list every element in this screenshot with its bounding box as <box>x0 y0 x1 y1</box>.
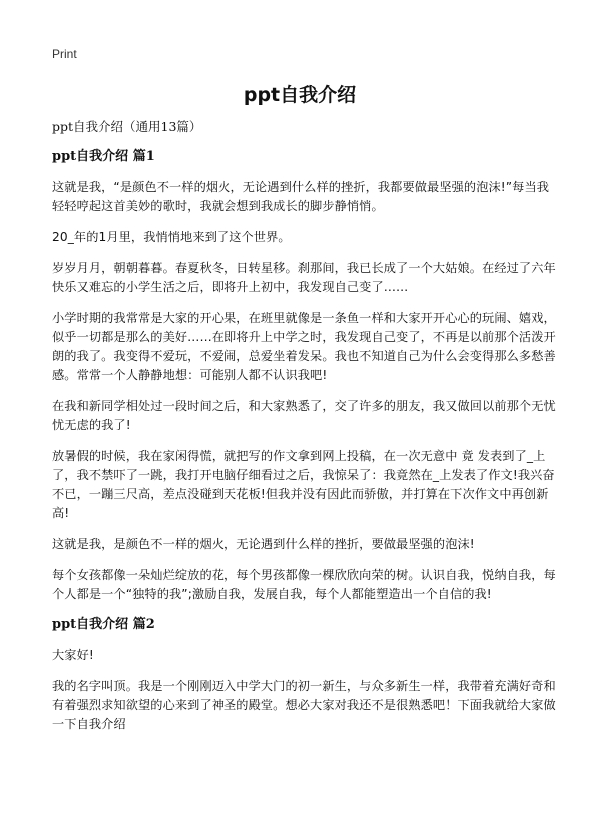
paragraph: 大家好! <box>52 648 94 662</box>
section-heading: ppt自我介绍 篇2 <box>52 617 155 632</box>
paragraph: 放暑假的时候，我在家闲得慌，就把写的作文拿到网上投稿，在一次无意中 竟 发表到了_上了，我不禁吓了一跳，我打开电脑仔细看过之后，我惊呆了：我竟然在_上发表了作文!我兴奋不已，一蹦三尺高，差点没碰到天花板!但我并没有因此而骄傲，并打算在下次作文中再创新高! <box>52 449 555 520</box>
paragraph: 这就是我，“是颜色不一样的烟火，无论遇到什么样的挫折，我都要做最坚强的泡沫!”每当我轻轻哼起这首美妙的歌时，我就会想到我成长的脚步静悄悄。 <box>52 180 550 213</box>
paragraph: 这就是我，是颜色不一样的烟火，无论遇到什么样的挫折，要做最坚强的泡沫! <box>52 537 475 551</box>
section-1 <box>52 148 556 604</box>
paragraph: 岁岁月月，朝朝暮暮。春夏秋冬，日转星移。刹那间，我已长成了一个大姑娘。在经过了六年快乐又难忘的小学生活之后，即将升上初中，我发现自己变了…… <box>52 261 556 294</box>
paragraph: 在我和新同学相处过一段时间之后，和大家熟悉了，交了许多的朋友，我又做回以前那个无忧忧无虑的我了! <box>52 399 556 432</box>
document-body <box>52 118 556 746</box>
document-subtitle: ppt自我介绍（通用13篇） <box>52 119 202 134</box>
paragraph: 小学时期的我常常是大家的开心果，在班里就像是一条鱼一样和大家开开心心的玩闹、嬉戏，似乎一切都是那么的美好……在即将升上中学之时，我发现自己变了，不再是以前那个活泼开朗的我了。我变得不爱玩，不爱闹，总爱坐着发呆。我也不知道自己为什么会变得那么多愁善感。常常一个人静静地想：可能别人都不认识我吧! <box>52 311 556 382</box>
paragraph: 20_年的1月里，我悄悄地来到了这个世界。 <box>52 230 291 244</box>
section-heading: ppt自我介绍 篇1 <box>52 149 155 164</box>
print-link[interactable]: Print <box>52 47 77 61</box>
section-2 <box>52 616 556 734</box>
paragraph: 每个女孩都像一朵灿烂绽放的花，每个男孩都像一棵欣欣向荣的树。认识自我，悦纳自我，每个人都是一个“独特的我”;激励自我，发展自我，每个人都能塑造出一个自信的我! <box>52 568 556 601</box>
paragraph: 我的名字叫顶。我是一个刚刚迈入中学大门的初一新生，与众多新生一样，我带着充满好奇和有着强烈求知欲望的心来到了神圣的殿堂。想必大家对我还不是很熟悉吧！下面我就给大家做一下自我介绍 <box>52 679 556 731</box>
document-title: ppt自我介绍 <box>243 84 357 106</box>
